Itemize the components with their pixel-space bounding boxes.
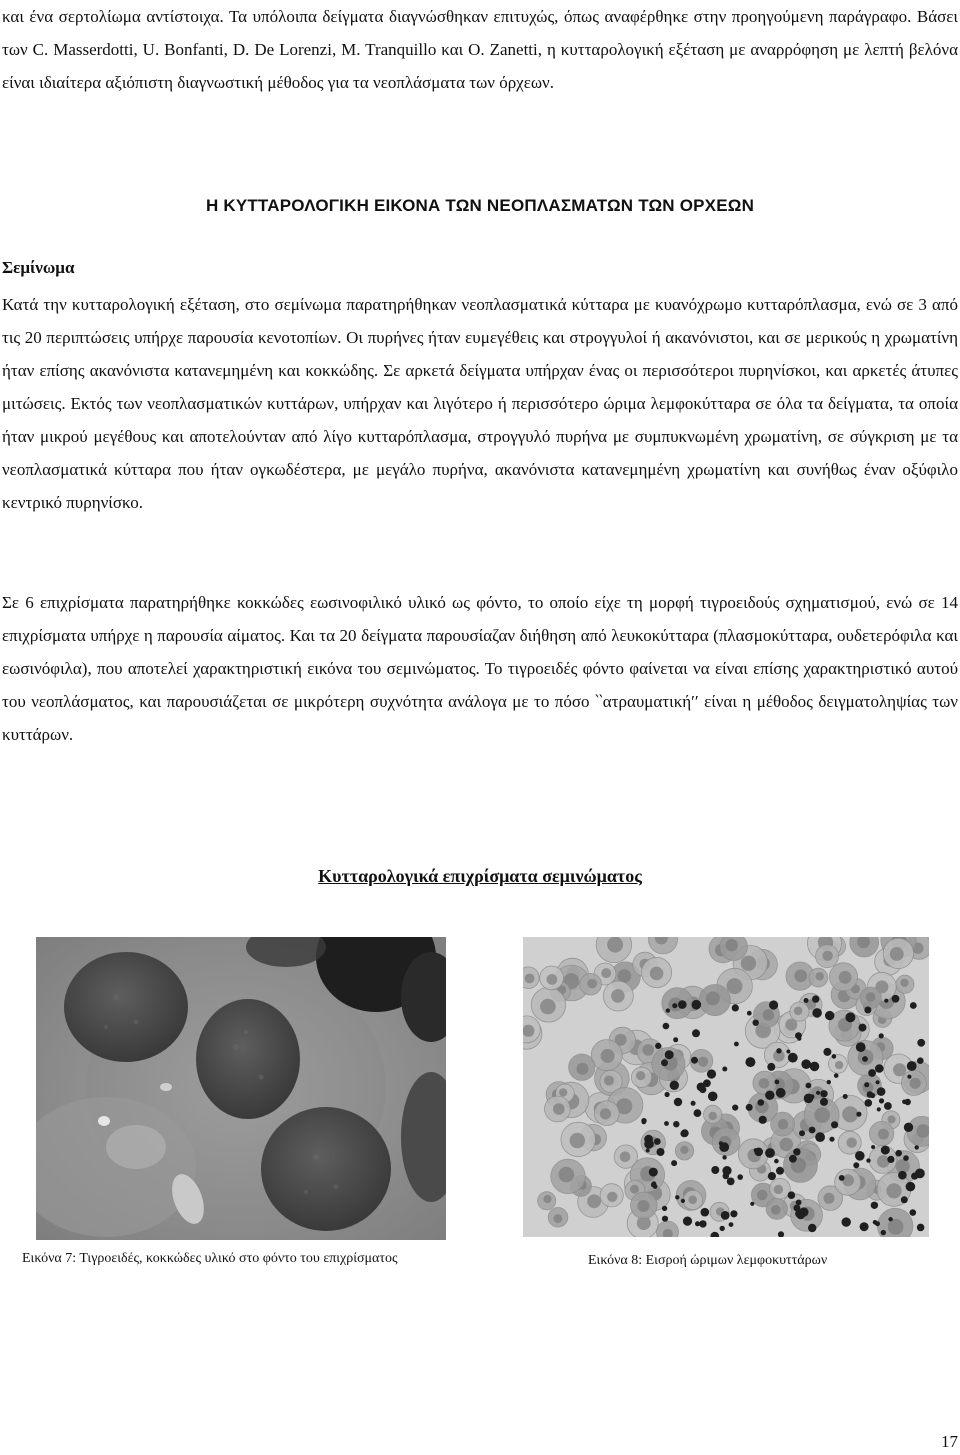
lymphocyte-shape xyxy=(754,1148,763,1157)
cell-nucleus-shape xyxy=(709,1112,717,1120)
lymphocyte-shape xyxy=(879,1098,884,1103)
lymphocyte-shape xyxy=(711,1166,719,1174)
lymphocyte-shape xyxy=(653,1184,658,1189)
page-number: 17 xyxy=(941,1432,958,1451)
cell-nucleus-shape xyxy=(759,1078,770,1089)
lymphocyte-shape xyxy=(834,1073,839,1078)
lymphocyte-shape xyxy=(703,1079,711,1087)
lymphocyte-shape xyxy=(649,1168,658,1177)
lymphocyte-shape xyxy=(801,1059,811,1069)
lymphocyte-shape xyxy=(664,1121,669,1126)
lymphocyte-shape xyxy=(793,1148,800,1155)
cell-nucleus-shape xyxy=(650,967,664,981)
lymphocyte-shape xyxy=(871,1202,878,1209)
lymphocyte-shape xyxy=(670,1081,679,1090)
lymphocyte-shape xyxy=(662,1216,668,1222)
lymphocyte-shape xyxy=(842,1217,851,1226)
lymphocyte-shape xyxy=(681,1199,685,1203)
lymphocyte-shape xyxy=(910,1209,917,1216)
cell-nucleus-shape xyxy=(607,1192,617,1202)
cell-nucleus-shape xyxy=(600,1108,611,1119)
lymphocyte-shape xyxy=(657,1148,665,1156)
lymphocyte-shape xyxy=(722,1166,731,1175)
lymphocyte-shape xyxy=(732,1004,739,1011)
lymphocyte-shape xyxy=(671,1160,677,1166)
lymphocyte-shape xyxy=(812,995,819,1002)
lymphocyte-shape xyxy=(746,1104,753,1111)
lymphocyte-shape xyxy=(859,1024,867,1032)
lymphocyte-shape xyxy=(665,1050,674,1059)
lymphocyte-shape xyxy=(699,1086,706,1093)
lymphocyte-shape xyxy=(720,1226,725,1231)
cell-nucleus-shape xyxy=(570,1133,585,1148)
lymphocyte-shape xyxy=(862,1056,868,1062)
lymphocyte-shape xyxy=(864,1082,869,1087)
lymphocyte-shape xyxy=(884,1102,892,1110)
cell-nucleus-shape xyxy=(698,1057,708,1067)
lymphocyte-shape xyxy=(877,1107,881,1111)
lymphocyte-shape xyxy=(765,1091,774,1100)
cell-nucleus-shape xyxy=(900,979,908,987)
lymphocyte-shape xyxy=(829,1137,834,1142)
lymphocyte-shape xyxy=(691,1057,698,1064)
lymphocyte-shape xyxy=(907,1061,917,1071)
lymphocyte-shape xyxy=(815,1132,825,1142)
cell-nucleus-shape xyxy=(601,1049,615,1063)
lymphocyte-shape xyxy=(910,1002,917,1009)
cell-nucleus-shape xyxy=(553,1103,565,1115)
cell-nucleus-shape xyxy=(887,1115,895,1123)
lymphocyte-shape xyxy=(864,1007,871,1014)
cell-nucleus-shape xyxy=(587,1194,601,1208)
cytology-paragraph: Κατά την κυτταρολογική εξέταση, στο σεμίνωμα παρατηρήθηκαν νεοπλασματικά κύτταρα με κυανόχρωμο κυτταρόπλασμα, ενώ σε 3 από τις 20 περιπτώσεις υπήρχε παρουσία κενοτοπίων. Οι πυρήνες ήταν ευμεγέθεις και στρογγυλοί ή ακανόνιστοι, και σε μερικούς η χρωματίνη ήταν επίσης ακανόνιστα κατανεμημένη και κοκκώδης. Σε αρκετά δείγματα υπήρχαν ένας οι περισσότεροι πυρηνίσκοι, και αρκετές άτυπες μιτώσεις. Εκτός των νεοπλασματικών κυττάρων, υπήρχαν και λιγότερο ή περισσότερο ώριμα λεμφοκύτταρα σε όλα τα δείγματα, τα οποία ήταν μικρού μεγέθους και αποτελούνταν από λίγο κυτταρόπλασμα, στρογγυλό πυρήνα με συμπυκνωμένη χρωματίνη, σε σύγκριση με τα νεοπλασματικά κύτταρα που ήταν ογκωδέστερα, με μεγάλο πυρήνα, ακανόνιστα κατανεμημένη χρωματίνη και συνήθως έναν οξύφιλο κεντρικό πυρηνίσκο. xyxy=(2,295,958,512)
cell-nucleus-shape xyxy=(877,1155,890,1168)
cell-nucleus-shape xyxy=(636,1071,645,1080)
lymphocyte-shape xyxy=(721,1211,730,1220)
lymphocyte-shape xyxy=(808,1224,816,1232)
lymphocyte-shape xyxy=(692,1029,700,1037)
lymphocyte-shape xyxy=(673,1121,679,1127)
lymphocyte-shape xyxy=(865,1099,873,1107)
lymphocyte-shape xyxy=(843,1094,848,1099)
lymphocyte-shape xyxy=(905,1099,911,1105)
cell-nucleus-shape xyxy=(814,1107,830,1123)
cell-nucleus-shape xyxy=(642,1044,654,1056)
lymphocyte-shape xyxy=(745,1057,755,1067)
background-paragraph: Σε 6 επιχρίσματα παρατηρήθηκε κοκκώδες εωσινοφιλικό υλικό ως φόντο, το οποίο είχε τη μορφή τιγροειδούς σχηματισμού, ενώ σε 14 επιχρίσματα υπήρχε η παρουσία αίματος. Και τα 20 δείγματα παρουσίαζαν διήθηση από λευκοκύτταρα (πλασμοκύτταρα, ουδετερόφιλα και εωσινόφιλα), που αποτελεί χαρακτηριστική εικόνα του σεμινώματος. Το τιγροειδές φόντο φαίνεται να είναι επίσης χαρακτηριστικό αυτού του νεοπλάσματος, και παρουσιάζεται σε μικρότερη συχνότητα ανάλογα με το πόσο ‵‵ατραυματική′′ είναι η μέθοδος δειγματοληψίας των κυττάρων. xyxy=(2,593,958,744)
lymphocyte-shape xyxy=(732,1105,738,1111)
lymphocyte-shape xyxy=(809,1127,816,1134)
lymphocyte-shape xyxy=(691,1101,696,1106)
figure-8-caption: Εικόνα 8: Εισροή ώριμων λεμφοκυττάρων xyxy=(588,1253,828,1268)
cell-nucleus-shape xyxy=(611,989,625,1003)
cell-nucleus-shape xyxy=(835,1061,843,1069)
lymphocyte-shape xyxy=(804,998,809,1003)
lymphocyte-shape xyxy=(812,1008,822,1018)
cell-nucleus-shape xyxy=(553,1214,562,1223)
cell-nucleus-shape xyxy=(893,1063,906,1076)
lymphocyte-shape xyxy=(722,1067,727,1072)
lymphocyte-shape xyxy=(788,1053,798,1063)
lymphocyte-shape xyxy=(788,1191,796,1199)
cell-nucleus-shape xyxy=(638,1200,650,1212)
lymphocyte-shape xyxy=(655,1043,661,1049)
lymphocyte-shape xyxy=(758,1099,765,1106)
lymphocyte-shape xyxy=(673,1037,678,1042)
cell-nucleus-shape xyxy=(547,974,558,985)
figures-heading: Κυτταρολογικά επιχρίσματα σεμινώματος xyxy=(318,866,642,886)
lymphocyte-shape xyxy=(823,1048,831,1056)
lymphocyte-shape xyxy=(678,1000,687,1009)
lymphocyte-shape xyxy=(881,1230,886,1235)
lymphocyte-shape xyxy=(753,1020,759,1026)
lymphocyte-shape xyxy=(795,1032,802,1039)
lymphocyte-shape xyxy=(915,1169,925,1179)
cell-nucleus-shape xyxy=(890,947,904,961)
lymphocyte-shape xyxy=(768,1172,776,1180)
cell-nucleus-shape xyxy=(543,1195,551,1203)
lymphocyte-shape xyxy=(875,1221,880,1226)
lymphocyte-shape xyxy=(774,1159,779,1164)
lymphocyte-shape xyxy=(759,1116,767,1124)
figure-8-micrograph xyxy=(523,937,929,1237)
cell-nucleus-shape xyxy=(601,968,611,978)
cell-nucleus-shape xyxy=(706,991,720,1005)
lymphocyte-shape xyxy=(898,1171,907,1180)
cell-nucleus-shape xyxy=(525,974,535,984)
lymphocyte-shape xyxy=(839,1175,845,1181)
cell-nucleus-shape xyxy=(794,1007,803,1016)
cell-nucleus-shape xyxy=(842,1106,858,1122)
cell-nucleus-shape xyxy=(607,937,623,953)
lymphocyte-shape xyxy=(765,1148,775,1158)
figure-8-drawing xyxy=(523,937,929,1237)
lymphocyte-shape xyxy=(856,1112,861,1117)
lymphocyte-shape xyxy=(769,1000,778,1009)
lymphocyte-shape xyxy=(675,1195,679,1199)
lymphocyte-shape xyxy=(707,1069,716,1078)
lymphocyte-shape xyxy=(810,1094,815,1099)
cell-nucleus-shape xyxy=(816,972,824,980)
lymphocyte-shape xyxy=(646,1149,650,1153)
lymphocyte-shape xyxy=(816,1091,820,1095)
cell-nucleus-shape xyxy=(774,1185,783,1194)
lymphocyte-shape xyxy=(674,1098,682,1106)
cell-nucleus-shape xyxy=(823,1193,834,1204)
lymphocyte-shape xyxy=(856,1042,866,1052)
cell-nucleus-shape xyxy=(780,1138,794,1152)
cell-nucleus-shape xyxy=(847,1137,857,1147)
lymphocyte-shape xyxy=(663,1023,670,1030)
lymphocyte-shape xyxy=(827,1080,831,1084)
lymphocyte-shape xyxy=(776,1167,784,1175)
cell-nucleus-shape xyxy=(771,1205,781,1215)
lymphocyte-shape xyxy=(699,1220,706,1227)
cell-nucleus-shape xyxy=(778,1119,789,1130)
lymphocyte-shape xyxy=(884,999,888,1003)
lymphocyte-shape xyxy=(662,1206,667,1211)
lymphocyte-shape xyxy=(701,1208,710,1217)
lymphocyte-shape xyxy=(825,1011,834,1020)
lymphocyte-shape xyxy=(775,1080,780,1085)
cell-nucleus-shape xyxy=(763,1009,775,1021)
lymphocyte-shape xyxy=(730,1210,737,1217)
lymphocyte-shape xyxy=(881,1146,890,1155)
lymphocyte-shape xyxy=(644,1139,654,1149)
lymphocyte-shape xyxy=(747,1011,752,1016)
lymphocyte-shape xyxy=(887,1156,894,1163)
lymphocyte-shape xyxy=(767,1063,775,1071)
lymphocyte-shape xyxy=(695,1221,700,1226)
lymphocyte-shape xyxy=(866,1158,870,1162)
figure-7-micrograph xyxy=(36,937,446,1240)
figure-7-drawing xyxy=(36,937,446,1240)
lymphocyte-shape xyxy=(799,1130,805,1136)
lymphocyte-shape xyxy=(729,1222,734,1227)
intro-paragraph: και ένα σερτολίωμα αντίστοιχα. Τα υπόλοιπα δείγματα διαγνώσθηκαν επιτυχώς, όπως αναφέρθηκε στην προηγούμενη παράγραφο. Βάσει των C. Masserdotti, U. Bonfanti, D. De Lorenzi, M. Tranquillo και O. Zanetti, η κυτταρολογική εξέταση με αναρρόφηση με λεπτή βελόνα είναι ιδιαίτερα αξιόπιστη διαγνωστική μέθοδος για τα νεοπλάσματα των όρχεων. xyxy=(2,7,958,92)
lymphocyte-shape xyxy=(810,1062,820,1072)
lymphocyte-shape xyxy=(641,1118,646,1123)
lymphocyte-shape xyxy=(719,1142,729,1152)
lymphocyte-shape xyxy=(680,1130,687,1137)
lymphocyte-shape xyxy=(876,1080,880,1084)
lymphocyte-shape xyxy=(917,1039,925,1047)
lymphocyte-shape xyxy=(661,1059,668,1066)
cell-nucleus-shape xyxy=(886,1183,901,1198)
lymphocyte-shape xyxy=(901,1196,908,1203)
lymphocyte-shape xyxy=(875,1064,884,1073)
lymphocyte-shape xyxy=(806,1083,812,1089)
lymphocyte-shape xyxy=(776,1048,781,1053)
cell-nucleus-shape xyxy=(630,1185,639,1194)
cell-nucleus-shape xyxy=(839,971,852,984)
lymphocyte-shape xyxy=(737,1174,743,1180)
lymphocyte-shape xyxy=(915,1145,919,1149)
lymphocyte-shape xyxy=(694,1109,702,1117)
cell-nucleus-shape xyxy=(726,939,738,951)
lymphocyte-shape xyxy=(845,1012,855,1022)
lymphocyte-shape xyxy=(904,1123,913,1132)
cell-nucleus-shape xyxy=(688,1196,697,1205)
lymphocyte-shape xyxy=(692,1000,702,1010)
lymphocyte-shape xyxy=(867,1091,874,1098)
section-title: Η ΚΥΤΤΑΡΟΛΟΓΙΚΗ ΕΙΚΟΝΑ ΤΩΝ ΝΕΟΠΛΑΣΜΑΤΩΝ ΤΩΝ ΟΡΧΕΩΝ xyxy=(205,196,755,215)
lymphocyte-shape xyxy=(853,1162,859,1168)
lymphocyte-shape xyxy=(796,1211,805,1220)
lymphocyte-shape xyxy=(654,1138,661,1145)
lymphocyte-shape xyxy=(871,1145,875,1149)
lymphocyte-shape xyxy=(789,1155,797,1163)
lymphocyte-shape xyxy=(895,1150,902,1157)
cell-nucleus-shape xyxy=(878,1129,889,1140)
cell-nucleus-shape xyxy=(604,1076,614,1086)
lymphocyte-shape xyxy=(892,995,900,1003)
lymphocyte-shape xyxy=(665,1092,670,1097)
cell-nucleus-shape xyxy=(559,1088,567,1096)
cell-nucleus-shape xyxy=(741,956,756,971)
lymphocyte-shape xyxy=(796,1200,802,1206)
lymphocyte-shape xyxy=(666,1008,670,1012)
lymphocyte-shape xyxy=(722,1155,726,1159)
cell-nucleus-shape xyxy=(620,1151,631,1162)
cell-nucleus-shape xyxy=(866,992,876,1002)
lymphocyte-shape xyxy=(820,1098,828,1106)
cell-nucleus-shape xyxy=(910,1078,921,1089)
lymphocyte-shape xyxy=(683,1217,692,1226)
cell-nucleus-shape xyxy=(757,1190,768,1201)
lymphocyte-shape xyxy=(672,1003,677,1008)
figure-7-caption: Εικόνα 7: Τιγροειδές, κοκκώδες υλικό στο φόντο του επιχρίσματος xyxy=(22,1251,398,1266)
lymphocyte-shape xyxy=(793,1205,800,1212)
lymphocyte-shape xyxy=(879,1033,884,1038)
lymphocyte-shape xyxy=(917,1057,924,1064)
lymphocyte-shape xyxy=(868,1069,876,1077)
cell-nucleus-shape xyxy=(680,1146,688,1154)
lymphocyte-shape xyxy=(832,1054,837,1059)
cell-nucleus-shape xyxy=(577,1063,589,1075)
lymphocyte-shape xyxy=(750,1202,754,1206)
lymphocyte-shape xyxy=(820,1090,827,1097)
lymphocyte-shape xyxy=(727,1178,735,1186)
cell-nucleus-shape xyxy=(559,1167,575,1183)
lymphocyte-shape xyxy=(903,1155,909,1161)
cell-nucleus-shape xyxy=(587,979,597,989)
lymphocyte-shape xyxy=(906,1182,916,1192)
cell-nucleus-shape xyxy=(727,978,743,994)
lymphocyte-shape xyxy=(907,1075,911,1079)
lymphocyte-shape xyxy=(860,1222,869,1231)
seminoma-subheading: Σεμίνωμα xyxy=(2,258,75,277)
lymphocyte-shape xyxy=(888,1217,892,1221)
lymphocyte-shape xyxy=(708,1092,718,1102)
lymphocyte-shape xyxy=(855,1151,865,1161)
lymphocyte-shape xyxy=(734,1042,739,1047)
cell-nucleus-shape xyxy=(794,970,807,983)
lymphocyte-shape xyxy=(786,1050,790,1054)
lymphocyte-shape xyxy=(877,1087,886,1096)
lymphocyte-shape xyxy=(831,1121,838,1128)
cell-nucleus-shape xyxy=(822,951,832,961)
cell-nucleus-shape xyxy=(540,999,556,1015)
lymphocyte-shape xyxy=(776,1088,786,1098)
lymphocyte-shape xyxy=(917,1224,925,1232)
